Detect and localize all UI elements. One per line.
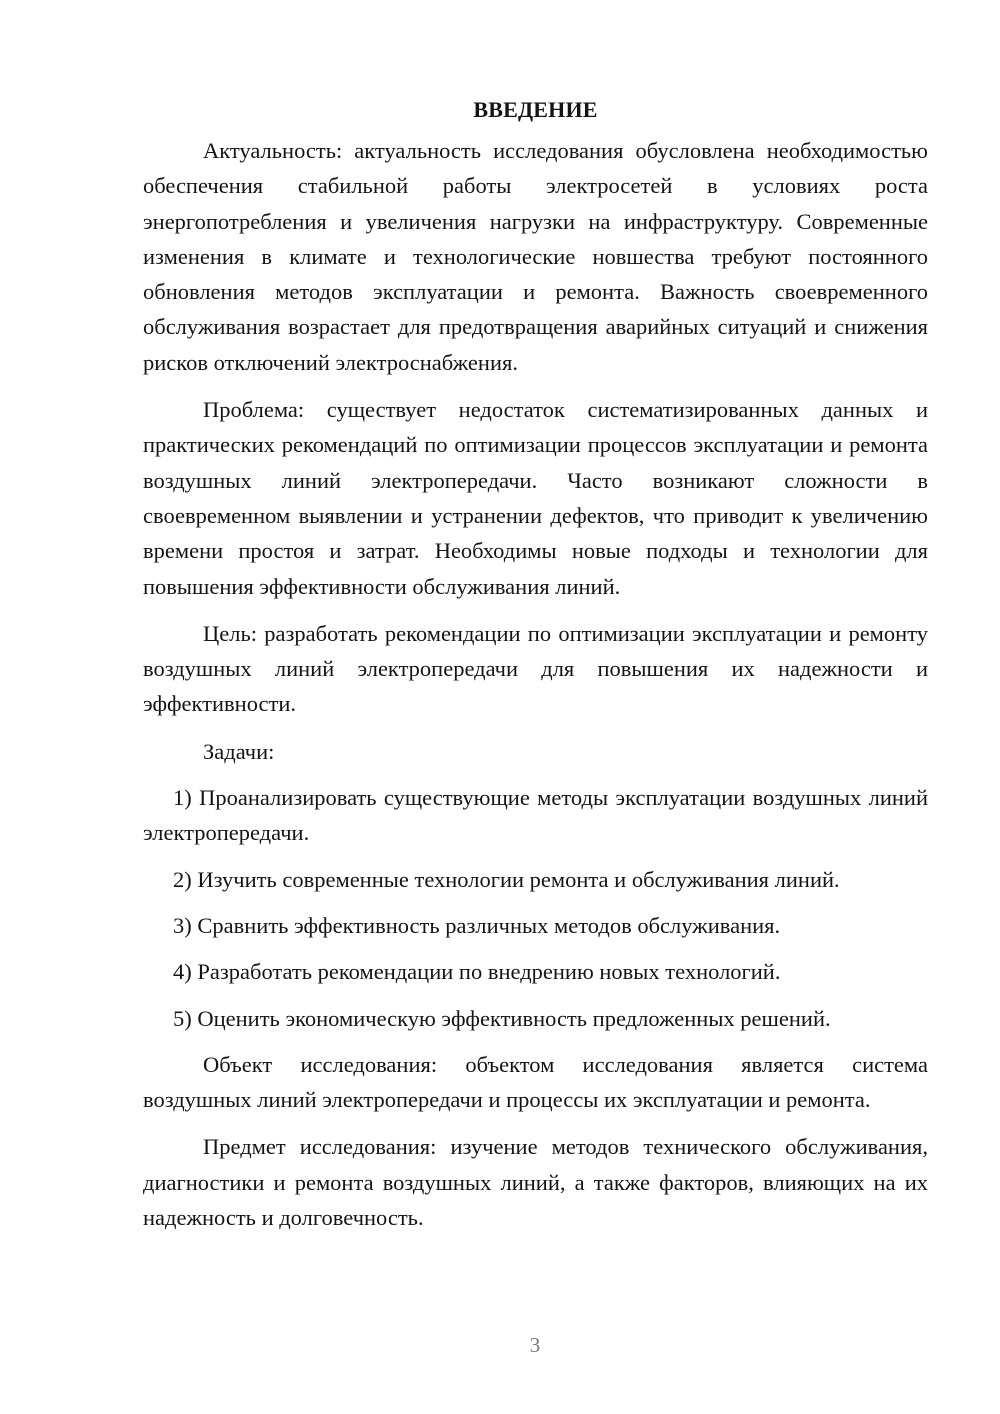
section-title: ВВЕДЕНИЕ bbox=[473, 97, 598, 122]
problem-paragraph: Проблема: существует недостаток систематизированных данных и практических рекомендаций по оптимизации процессов эксплуатации и ремонта воздушных линий электропередачи. Часто возникают сложности в своевременном выявлении и устранении дефектов, что приводит к увеличению времени простоя и затрат. Необходимы новые подходы и технологии для повышения эффективности обслуживания линий. bbox=[143, 397, 928, 599]
relevance-paragraph: Актуальность: актуальность исследования обусловлена необходимостью обеспечения стабильной работы электросетей в условиях роста энергопотребления и увеличения нагрузки на инфраструктуру. Современные изменения в климате и технологические новшества требуют постоянного обновления методов эксплуатации и ремонта. Важность своевременного обслуживания возрастает для предотвращения аварийных ситуаций и снижения рисков отключений электроснабжения. bbox=[143, 138, 928, 375]
task-item-3: 3) Сравнить эффективность различных методов обслуживания. bbox=[173, 912, 781, 938]
page-number: 3 bbox=[529, 1333, 541, 1357]
task-item-4: 4) Разработать рекомендации по внедрению новых технологий. bbox=[173, 959, 781, 985]
object-paragraph: Объект исследования: объектом исследования является система воздушных линий электропередачи и процессы их эксплуатации и ремонта. bbox=[143, 1051, 928, 1113]
tasks-heading: Задачи: bbox=[203, 738, 275, 764]
task-item-1: 1) Проанализировать существующие методы эксплуатации воздушных линий электропередачи. bbox=[143, 785, 928, 846]
task-item-5: 5) Оценить экономическую эффективность предложенных решений. bbox=[173, 1005, 831, 1031]
document-page bbox=[143, 92, 928, 1247]
goal-paragraph: Цель: разработать рекомендации по оптимизации эксплуатации и ремонту воздушных линий электропередачи для повышения их надежности и эффективности. bbox=[143, 620, 928, 717]
task-item-2: 2) Изучить современные технологии ремонта и обслуживания линий. bbox=[173, 866, 840, 892]
subject-paragraph: Предмет исследования: изучение методов технического обслуживания, диагностики и ремонта воздушных линий, а также факторов, влияющих на их надежность и долговечность. bbox=[143, 1134, 928, 1231]
